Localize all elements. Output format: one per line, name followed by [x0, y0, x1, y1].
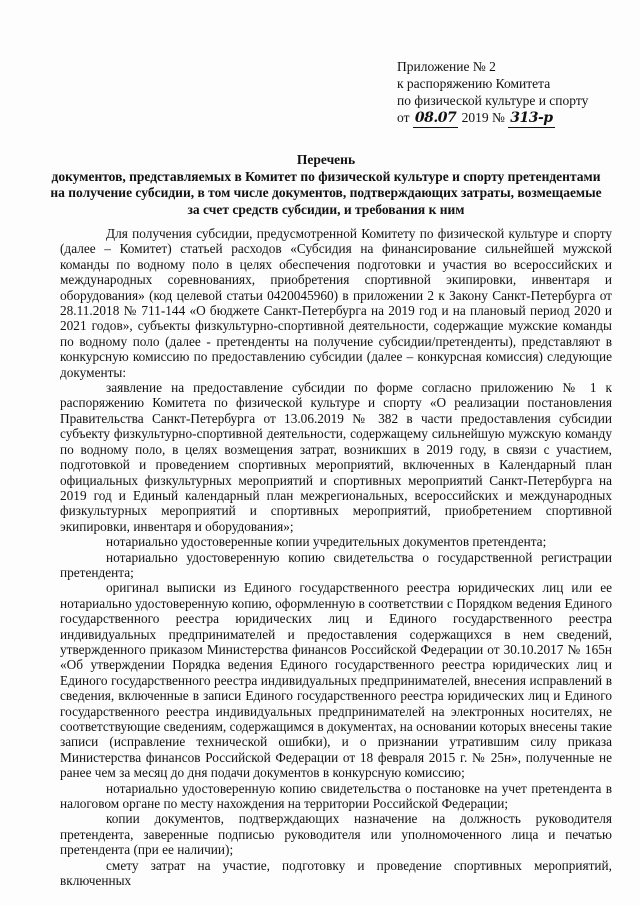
- appendix-order-ref: к распоряжению Комитета: [397, 76, 551, 91]
- handwritten-order-number: 313-р: [510, 110, 553, 126]
- paragraph: нотариально удостоверенные копии учредительных документов претендента;: [106, 534, 547, 550]
- appendix-header: [397, 58, 627, 128]
- date-prefix: от: [397, 110, 410, 125]
- paragraph: нотариально удостоверенную копию свидетельства о государственной регистрации претендента;: [60, 549, 612, 580]
- paragraph: Для получения субсидии, предусмотренной Комитету по физической культуре и спорту (далее – Комитет) статьей расходов «Субсидия на финансирование сильнейшей мужской команды по водному поло в целях обеспечения подготовки и участия во всероссийских и международных соревнованиях, приобретения спортивной экипировки, инвентаря и оборудования» (код целевой статьи 0420045960) в приложении 2 к Закону Санкт-Петербурга от 28.11.2018 № 711-144 «О бюджете Санкт-Петербурга на 2019 год и на плановый период 2020 и 2021 годов», субъекты физкультурно-спортивной деятельности, содержащие мужские команды по водному поло (далее - претенденты на получение субсидии/претенденты), представляют в конкурсную комиссию по предоставлению субсидии (далее – конкурсная комиссия) следующие документы:: [60, 226, 612, 380]
- appendix-date-line: [397, 109, 627, 128]
- year-text: 2019 №: [461, 110, 505, 125]
- paragraph: копии документов, подтверждающих назначение на должность руководителя претендента, заверенные подписью руководителя или уполномоченного лица и печатью претендента (при ее наличии);: [60, 811, 612, 858]
- title-heading: Перечень: [296, 152, 356, 167]
- paragraph: заявление на предоставление субсидии по форме согласно приложению № 1 к распоряжению Комитета по физической культуре и спорту «О реализации постановления Правительства Санкт-Петербурга от 13.06.2019 № 382 в части предоставления субсидии субъекту физкультурно-спортивной деятельности, содержащему сильнейшую мужскую команду по водному поло, в целях возмещения затрат, возникших в 2019 году, в связи с участием, подготовкой и проведением спортивных мероприятий, включенных в Календарный план официальных физкультурных мероприятий и спортивных мероприятий Санкт-Петербурга на 2019 год и Единый календарный план межрегиональных, всероссийских и международных физкультурных мероприятий и спортивных мероприятий, приобретением спортивной экипировки, инвентаря и оборудования»;: [60, 380, 612, 534]
- appendix-committee: по физической культуре и спорту: [397, 93, 589, 108]
- handwritten-date: 08.07: [414, 110, 457, 126]
- paragraph: нотариально удостоверенную копию свидетельства о постановке на учет претендента в налоговом органе по месту нахождения на территории Российской Федерации;: [60, 780, 612, 812]
- appendix-number: Приложение № 2: [397, 59, 496, 74]
- paragraph: смету затрат на участие, подготовку и проведение спортивных мероприятий, включенных: [60, 857, 612, 889]
- document-body: [60, 226, 612, 888]
- document-title: [48, 152, 604, 218]
- title-subheading: документов, представляемых в Комитет по физической культуре и спорту претендентами на получение субсидии, в том числе документов, подтверждающих затраты, возмещаемые за счет средств субсидии, и требования к ним: [50, 168, 602, 217]
- paragraph: оригинал выписки из Единого государственного реестра юридических лиц или ее нотариально удостоверенную копию, оформленную в соответствии с Порядком ведения Единого государственного реестра юридических лиц и Единого государственного реестра индивидуальных предпринимателей и предоставления содержащихся в нем сведений, утвержденного приказом Министерства финансов Российской Федерации от 30.10.2017 № 165н «Об утверждении Порядка ведения Единого государственного реестра юридических лиц и Единого государственного реестра индивидуальных предпринимателей, внесения исправлений в сведения, включенные в записи Единого государственного реестра юридических лиц и Единого государственного реестра индивидуальных предпринимателей на электронных носителях, не соответствующие сведениям, содержащимся в документах, на основании которых внесены такие записи (исправление технической ошибки), и о признании утратившим силу приказа Министерства финансов Российской Федерации от 18 февраля 2015 г. № 25н», полученные не ранее чем за месяц до дня подачи документов в конкурсную комиссию;: [60, 580, 612, 781]
